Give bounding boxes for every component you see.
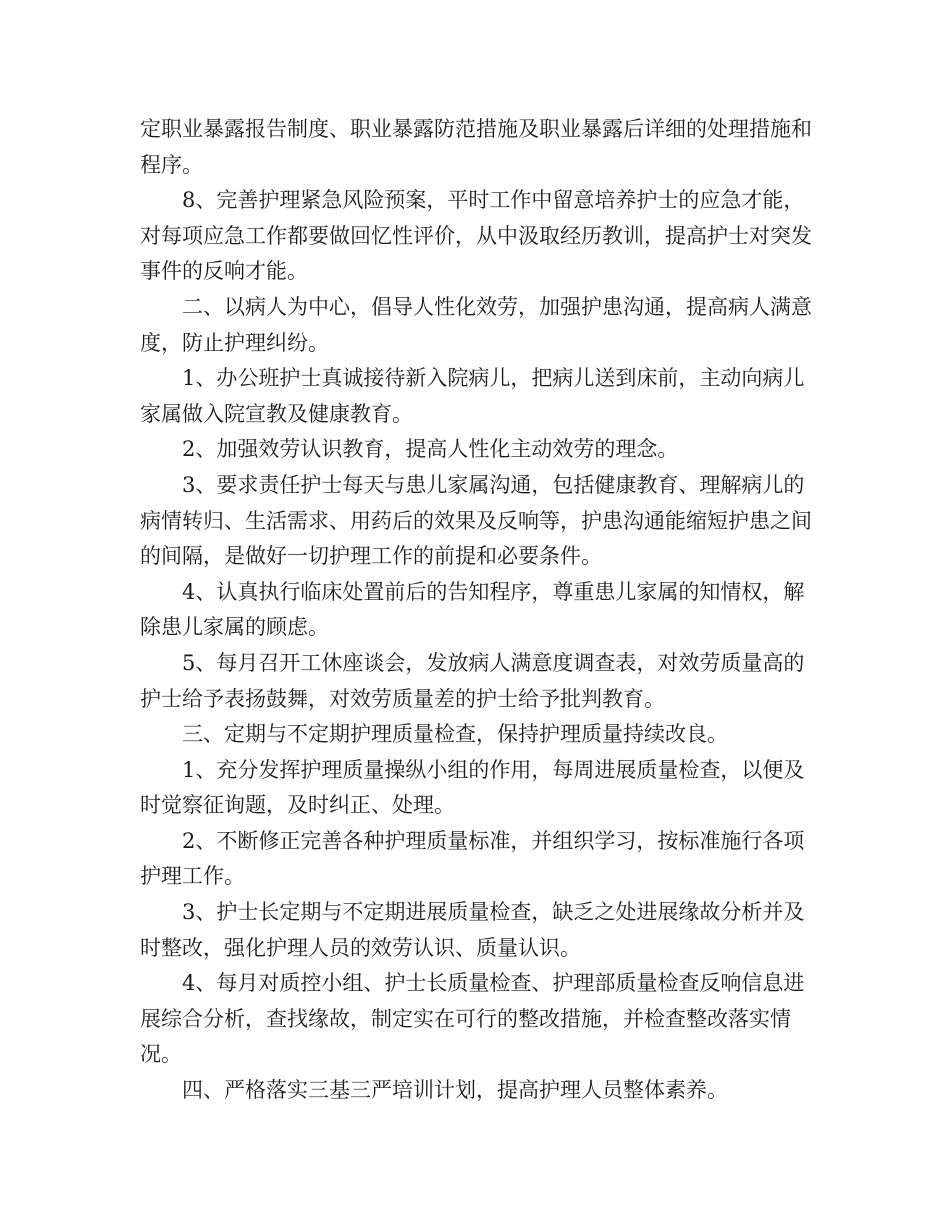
paragraph: 2、加强效劳认识教育，提高人性化主动效劳的理念。 (182, 437, 679, 462)
document-body (140, 112, 820, 1109)
paragraph: 4、每月对质控小组、护士长质量检查、护理部质量检查反响信息进展综合分析，查找缘故，制定实在可行的整改措施，并检查整改落实情况。 (140, 971, 805, 1067)
paragraph: 3、护士长定期与不定期进展质量检查，缺乏之处进展缘故分析并及时整改，强化护理人员的效劳认识、质量认识。 (140, 900, 805, 960)
paragraph: 3、要求责任护士每天与患儿家属沟通，包括健康教育、理解病儿的病情转归、生活需求、用药后的效果及反响等，护患沟通能缩短护患之间的间隔，是做好一切护理工作的前提和必要条件。 (140, 472, 812, 569)
paragraph: 8、完善护理紧急风险预案，平时工作中留意培养护士的应急才能，对每项应急工作都要做回忆性评价，从中汲取经历教训，提高护士对突发事件的反响才能。 (140, 188, 812, 284)
section-heading: 四、严格落实三基三严培训计划，提高护理人员整体素养。 (182, 1078, 728, 1103)
paragraph: 1、办公班护士真诚接待新入院病儿，把病儿送到床前，主动向病儿家属做入院宣教及健康教育。 (140, 366, 805, 426)
paragraph: 定职业暴露报告制度、职业暴露防范措施及职业暴露后详细的处理措施和程序。 (140, 117, 812, 177)
paragraph: 1、充分发挥护理质量操纵小组的作用，每周进展质量检查，以便及时觉察征询题，及时纠正、处理。 (140, 757, 805, 818)
paragraph: 2、不断修正完善各种护理质量标准，并组织学习，按标准施行各项护理工作。 (140, 828, 805, 889)
section-heading: 三、定期与不定期护理质量检查，保持护理质量持续改良。 (182, 722, 728, 747)
paragraph: 4、认真执行临床处置前后的告知程序，尊重患儿家属的知情权，解除患儿家属的顾虑。 (140, 579, 805, 640)
paragraph: 5、每月召开工休座谈会，发放病人满意度调查表，对效劳质量高的护士给予表扬鼓舞，对效劳质量差的护士给予批判教育。 (140, 650, 805, 711)
section-heading: 二、以病人为中心，倡导人性化效劳，加强护患沟通，提高病人满意度，防止护理纠纷。 (140, 294, 812, 355)
